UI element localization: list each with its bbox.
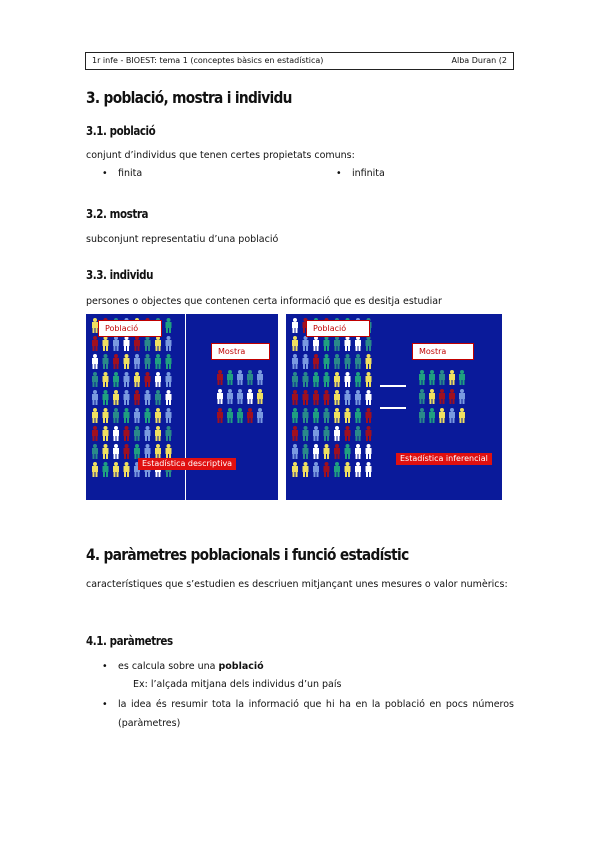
figure-inferential-panel [286,314,502,500]
person-icon [145,336,151,351]
person-icon [345,354,351,369]
person-icon [247,389,253,404]
person-icon [292,390,298,405]
person-icon [113,372,119,387]
person-icon [103,372,109,387]
person-icon [217,389,223,404]
person-icon [124,426,130,441]
person-icon [103,336,109,351]
person-icon [166,372,172,387]
person-icon [155,426,161,441]
person-icon [124,444,130,459]
person-icon [166,390,172,405]
person-icon [292,462,298,477]
section-3-3-title: 3.3. individu [86,268,154,282]
person-icon [355,354,361,369]
person-icon [92,426,98,441]
person-icon [134,390,140,405]
page-header [85,52,514,70]
person-icon [303,462,309,477]
person-icon [227,389,233,404]
person-icon [292,336,298,351]
person-icon [217,408,223,423]
person-icon [124,354,130,369]
person-icon [217,370,223,385]
person-icon [324,372,330,387]
person-icon [103,390,109,405]
person-icon [313,372,319,387]
person-icon [292,318,298,333]
section-3-title: 3. població, mostra i individu [86,88,292,107]
poblacio-label: Població [306,320,370,337]
person-icon [313,426,319,441]
person-icon [345,462,351,477]
person-icon [155,408,161,423]
person-icon [166,426,172,441]
person-icon [155,354,161,369]
person-icon [303,426,309,441]
person-icon [257,389,263,404]
bullet-dot: • [102,661,108,672]
person-icon [334,336,340,351]
person-icon [324,390,330,405]
person-icon [103,444,109,459]
person-icon [355,372,361,387]
person-icon [113,426,119,441]
section-4-title: 4. paràmetres poblacionals i funció estadístic [86,545,409,564]
person-icon [92,444,98,459]
person-icon [324,426,330,441]
person-icon [227,370,233,385]
person-icon [247,370,253,385]
person-icon [247,408,253,423]
person-icon [313,354,319,369]
person-icon [345,372,351,387]
person-icon [227,408,233,423]
descriptive-caption: Estadística descriptiva [138,458,236,470]
person-icon [429,389,435,404]
person-icon [292,426,298,441]
person-icon [145,390,151,405]
person-icon [334,462,340,477]
person-icon [166,336,172,351]
person-icon [303,408,309,423]
person-icon [166,354,172,369]
arrow-right-icon [380,385,406,387]
person-icon [124,372,130,387]
person-icon [113,408,119,423]
person-icon [237,408,243,423]
person-icon [313,390,319,405]
person-icon [419,408,425,423]
person-icon [345,336,351,351]
person-icon [303,354,309,369]
person-icon [92,336,98,351]
person-icon [113,462,119,477]
section-3-2-title: 3.2. mostra [86,207,149,221]
person-icon [355,408,361,423]
person-icon [124,390,130,405]
person-icon [237,370,243,385]
person-icon [324,408,330,423]
person-icon [459,408,465,423]
person-icon [355,462,361,477]
person-icon [334,444,340,459]
section-3-1-title: 3.1. població [86,124,156,138]
person-icon [124,408,130,423]
person-icon [113,354,119,369]
person-icon [145,408,151,423]
person-icon [103,408,109,423]
person-icon [134,426,140,441]
inferential-caption: Estadística inferencial [396,453,492,465]
person-icon [303,444,309,459]
person-icon [237,389,243,404]
person-icon [345,390,351,405]
bullet-dot: • [336,168,342,179]
person-icon [366,462,372,477]
person-icon [134,372,140,387]
person-icon [366,390,372,405]
person-icon [355,390,361,405]
person-icon [429,370,435,385]
header-author: Alba Duran (2 [451,56,507,65]
person-icon [113,444,119,459]
person-icon [459,389,465,404]
person-icon [366,372,372,387]
person-icon [292,408,298,423]
person-icon [113,390,119,405]
person-icon [419,370,425,385]
person-icon [313,462,319,477]
person-icon [166,408,172,423]
person-icon [334,426,340,441]
person-icon [155,372,161,387]
person-icon [449,389,455,404]
person-icon [292,444,298,459]
person-icon [92,372,98,387]
person-icon [439,389,445,404]
person-icon [345,408,351,423]
person-icon [366,336,372,351]
person-icon [166,318,172,333]
person-icon [155,444,161,459]
person-icon [334,354,340,369]
population-figures [86,314,278,500]
bullet-dot: • [102,699,108,710]
person-icon [113,336,119,351]
person-icon [324,444,330,459]
person-icon [366,426,372,441]
person-icon [355,444,361,459]
person-icon [439,370,445,385]
person-icon [257,370,263,385]
mostra-label: Mostra [412,343,474,360]
person-icon [103,354,109,369]
person-icon [292,372,298,387]
section-3-2-text: subconjunt representatiu d’una població [86,234,279,245]
person-icon [292,354,298,369]
person-icon [134,408,140,423]
person-icon [313,444,319,459]
bullet-dot: • [102,168,108,179]
person-icon [134,336,140,351]
person-icon [92,462,98,477]
person-icon [419,389,425,404]
person-icon [145,426,151,441]
mostra-label: Mostra [211,343,270,360]
person-icon [459,370,465,385]
figure-descriptive-panel [86,314,278,500]
person-icon [134,444,140,459]
person-icon [145,372,151,387]
person-icon [324,462,330,477]
person-icon [145,444,151,459]
person-icon [103,426,109,441]
section-3-1-text: conjunt d’individus que tenen certes propietats comuns: [86,150,355,161]
person-icon [145,354,151,369]
person-icon [303,336,309,351]
section-4-1-title: 4.1. paràmetres [86,634,173,648]
person-icon [92,408,98,423]
arrow-left-icon [380,407,406,409]
person-icon [449,408,455,423]
person-icon [134,354,140,369]
person-icon [449,370,455,385]
poblacio-label: Població [98,320,162,337]
person-icon [313,336,319,351]
header-course: 1r infe - BIOEST: tema 1 (conceptes bàsics en estadística) [92,56,324,65]
person-icon [303,390,309,405]
person-icon [92,390,98,405]
person-icon [103,462,109,477]
person-icon [92,354,98,369]
section-3-3-text: persones o objectes que contenen certa informació que es desitja estudiar [86,296,442,307]
person-icon [324,354,330,369]
person-icon [324,336,330,351]
person-icon [345,426,351,441]
person-icon [334,390,340,405]
person-icon [345,444,351,459]
example-text: Ex: l’alçada mitjana dels individus d’un país [133,679,342,690]
person-icon [334,372,340,387]
divider-line [185,314,186,500]
person-icon [155,390,161,405]
section-4-text: característiques que s’estudien es descriuen mitjançant unes mesures o valor numèrics: [86,579,508,590]
person-icon [334,408,340,423]
person-icon [124,336,130,351]
person-icon [166,444,172,459]
person-icon [366,444,372,459]
person-icon [366,354,372,369]
person-icon [429,408,435,423]
person-icon [355,426,361,441]
bullet-resum-text: la idea és resumir tota la informació que hi ha en la població en pocs números (paràmetres) [118,699,514,729]
person-icon [355,336,361,351]
person-icon [313,408,319,423]
person-icon [155,336,161,351]
person-icon [124,462,130,477]
person-icon [439,408,445,423]
person-icon [303,372,309,387]
person-icon [257,408,263,423]
person-icon [366,408,372,423]
